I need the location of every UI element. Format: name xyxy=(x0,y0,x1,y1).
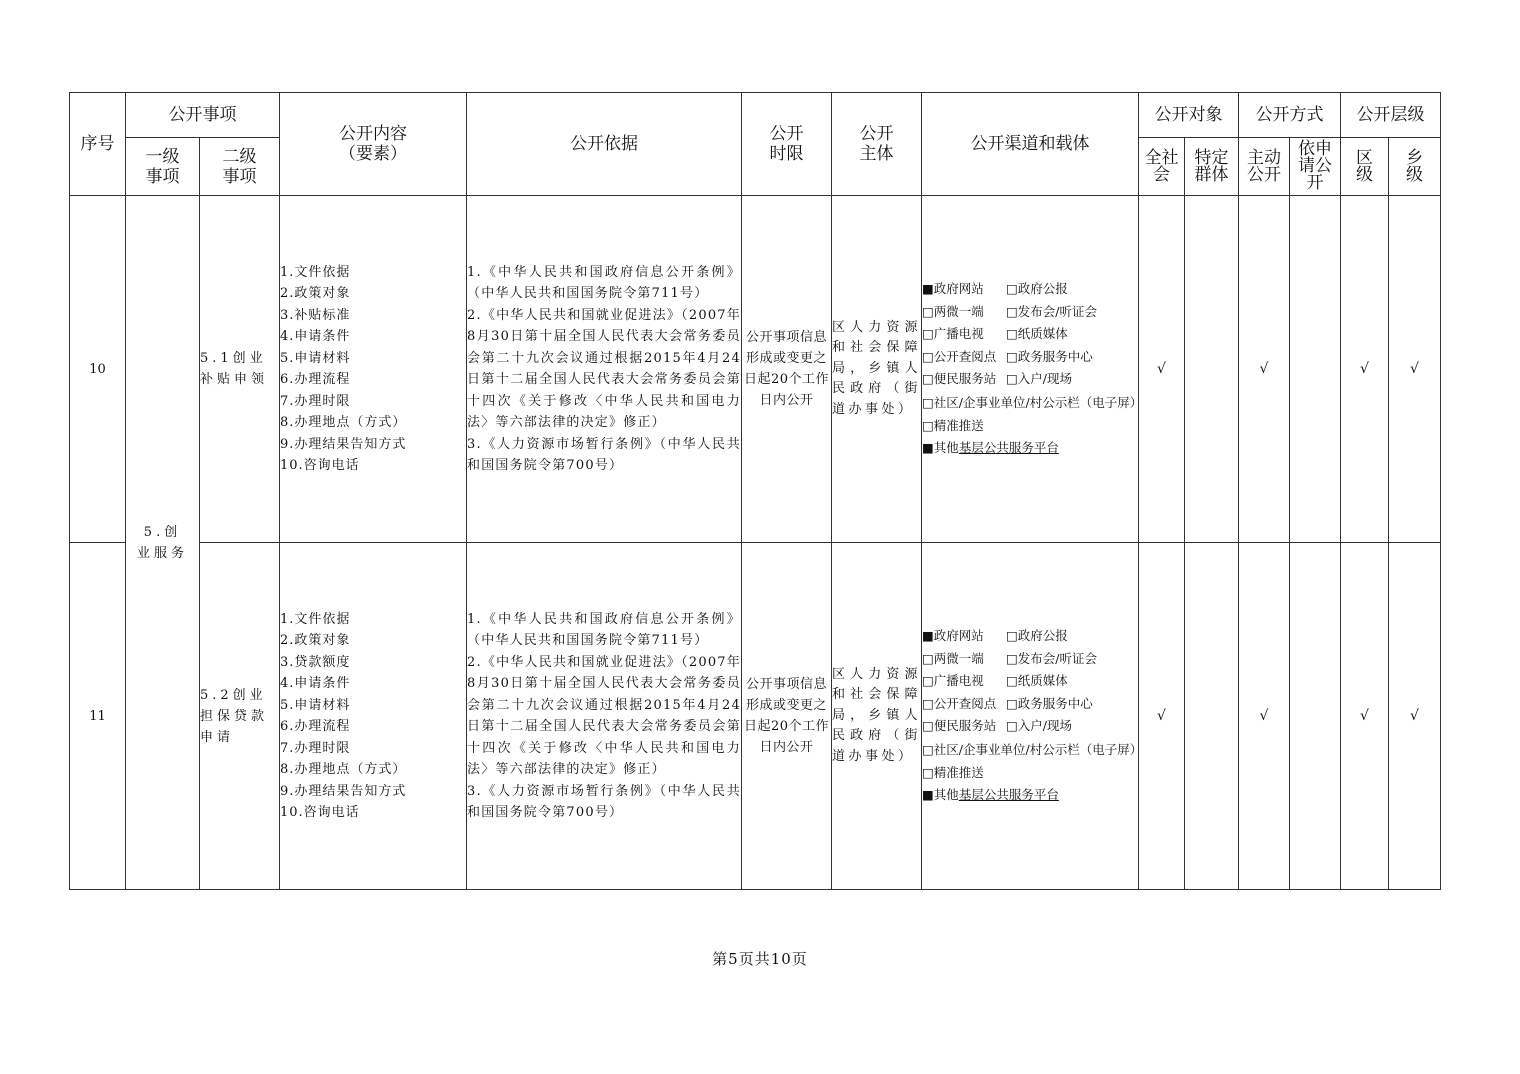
basis-cell xyxy=(467,196,742,543)
channel-option: □纸质媒体 xyxy=(1006,673,1068,689)
row-seq: 10 xyxy=(70,196,126,543)
header-seq: 序号 xyxy=(70,93,126,196)
list-item: 1.文件依据 xyxy=(280,264,351,280)
audience-specific-check xyxy=(1185,196,1239,543)
list-item: 5.申请材料 xyxy=(280,350,351,366)
channel-option-other: ■其他基层公共服务平台 xyxy=(922,787,1059,803)
header-content-sub: （要素） xyxy=(339,144,407,164)
item-level2: 5.1创业补贴申领 xyxy=(200,196,280,543)
channels-cell xyxy=(922,543,1143,890)
list-item: 2.政策对象 xyxy=(280,286,351,301)
channel-other-platform: 基层公共服务平台 xyxy=(958,787,1059,803)
level-district-check: √ xyxy=(1341,196,1389,543)
basis-item: 3.《人力资源市场暂行条例》（中华人民共和国国务院令第700号） xyxy=(467,783,741,820)
channel-option: □公开查阅点 xyxy=(922,348,997,364)
list-item: 5.申请材料 xyxy=(280,697,351,713)
time-limit: 公开事项信息形成或变更之日起20个工作日内公开 xyxy=(742,543,832,890)
header-item-level1: 一级事项 xyxy=(126,138,200,196)
list-item: 7.办理时限 xyxy=(280,393,351,409)
channel-option: □社区/企事业单位/村公示栏（电子屏） xyxy=(922,394,1143,410)
header-item-level2: 二级事项 xyxy=(200,138,280,196)
header-audience: 公开对象 xyxy=(1139,93,1239,138)
item-level2: 5.2创业担保贷款申请 xyxy=(200,543,280,890)
channel-other-platform: 基层公共服务平台 xyxy=(958,440,1059,456)
header-basis: 公开依据 xyxy=(467,93,742,196)
header-subject: 公开主体 xyxy=(832,93,922,196)
header-items: 公开事项 xyxy=(126,93,280,138)
content-list xyxy=(280,609,466,824)
method-active-check: √ xyxy=(1239,196,1290,543)
audience-specific-check xyxy=(1185,543,1239,890)
channel-option: □广播电视 xyxy=(922,673,984,689)
channel-option: □发布会/听证会 xyxy=(1006,650,1098,666)
table-row xyxy=(70,543,1441,890)
list-item: 10.咨询电话 xyxy=(280,805,360,820)
channel-option: □政务服务中心 xyxy=(1006,348,1093,364)
header-level-township: 乡级 xyxy=(1389,138,1441,196)
channel-option: □政务服务中心 xyxy=(1006,695,1093,711)
channel-option: □两微一端 xyxy=(922,303,984,319)
header-audience-all: 全社会 xyxy=(1139,138,1185,196)
basis-item: 1.《中华人民共和国政府信息公开条例》（中华人民共和国国务院令第711号） xyxy=(467,611,741,648)
channel-option: □两微一端 xyxy=(922,650,984,666)
time-limit: 公开事项信息形成或变更之日起20个工作日内公开 xyxy=(742,196,832,543)
channel-option: □便民服务站 xyxy=(922,371,997,387)
header-level: 公开层级 xyxy=(1341,93,1441,138)
method-request-check xyxy=(1290,196,1341,543)
list-item: 3.补贴标准 xyxy=(280,307,351,323)
channel-option: □入户/现场 xyxy=(1006,371,1073,387)
item-level1: 5.创业服务 xyxy=(126,196,200,890)
list-item: 3.贷款额度 xyxy=(280,654,351,670)
channels-cell xyxy=(922,196,1143,543)
header-method: 公开方式 xyxy=(1239,93,1341,138)
audience-all-check: √ xyxy=(1139,543,1185,890)
channel-option: □发布会/听证会 xyxy=(1006,303,1098,319)
row-seq: 11 xyxy=(70,543,126,890)
channel-option: ■政府网站 xyxy=(922,627,984,643)
header-channels: 公开渠道和载体 xyxy=(922,93,1139,196)
table-row xyxy=(70,196,1441,543)
level-district-check: √ xyxy=(1341,543,1389,890)
basis-item: 2.《中华人民共和国就业促进法》（2007年8月30日第十届全国人民代表大会常务委员会第二十九次会议通过根据2015年4月24日第十二届全国人民代表大会常务委员会第十四次《关于修改〈中华人民共和国电力法〉等六部法律的决定》修正） xyxy=(467,307,741,430)
channel-option-other: ■其他基层公共服务平台 xyxy=(922,440,1059,456)
list-item: 6.办理流程 xyxy=(280,372,351,387)
channel-option: □便民服务站 xyxy=(922,718,997,734)
channel-option: □公开查阅点 xyxy=(922,695,997,711)
audience-all-check: √ xyxy=(1139,196,1185,543)
channel-option: □纸质媒体 xyxy=(1006,326,1068,342)
list-item: 4.申请条件 xyxy=(280,676,351,691)
channel-option: □精准推送 xyxy=(922,417,984,433)
list-item: 7.办理时限 xyxy=(280,740,351,756)
list-item: 9.办理结果告知方式 xyxy=(280,436,407,452)
channel-option: □政府公报 xyxy=(1006,280,1068,296)
page-footer: 第5页共10页 xyxy=(712,950,808,968)
channel-option: □政府公报 xyxy=(1006,627,1068,643)
list-item: 6.办理流程 xyxy=(280,719,351,734)
list-item: 1.文件依据 xyxy=(280,611,351,627)
list-item: 10.咨询电话 xyxy=(280,458,360,473)
table-header xyxy=(70,93,1441,196)
subject: 区人力资源和社会保障局，乡镇人民政府（街道办事处） xyxy=(832,196,922,543)
header-level-district: 区级 xyxy=(1341,138,1389,196)
header-method-active: 主动公开 xyxy=(1239,138,1290,196)
content-cell xyxy=(280,196,467,543)
list-item: 9.办理结果告知方式 xyxy=(280,783,407,799)
disclosure-table xyxy=(69,92,1441,890)
channel-option: □广播电视 xyxy=(922,326,984,342)
basis-item: 1.《中华人民共和国政府信息公开条例》（中华人民共和国国务院令第711号） xyxy=(467,264,741,301)
channel-option: □精准推送 xyxy=(922,764,984,780)
list-item: 8.办理地点（方式） xyxy=(280,415,407,430)
header-content xyxy=(280,93,467,196)
header-audience-specific: 特定群体 xyxy=(1185,138,1239,196)
channel-option: □入户/现场 xyxy=(1006,718,1073,734)
level-township-check: √ xyxy=(1389,543,1441,890)
header-method-request: 依申请公开 xyxy=(1290,138,1341,196)
channel-option: □社区/企事业单位/村公示栏（电子屏） xyxy=(922,741,1143,757)
channel-option: ■政府网站 xyxy=(922,280,984,296)
content-cell xyxy=(280,543,467,890)
method-request-check xyxy=(1290,543,1341,890)
list-item: 8.办理地点（方式） xyxy=(280,762,407,777)
list-item: 2.政策对象 xyxy=(280,633,351,648)
method-active-check: √ xyxy=(1239,543,1290,890)
basis-item: 2.《中华人民共和国就业促进法》（2007年8月30日第十届全国人民代表大会常务委员会第二十九次会议通过根据2015年4月24日第十二届全国人民代表大会常务委员会第十四次《关于修改〈中华人民共和国电力法〉等六部法律的决定》修正） xyxy=(467,654,741,777)
content-list xyxy=(280,262,466,477)
basis-cell xyxy=(467,543,742,890)
subject: 区人力资源和社会保障局，乡镇人民政府（街道办事处） xyxy=(832,543,922,890)
list-item: 4.申请条件 xyxy=(280,329,351,344)
header-time-limit: 公开时限 xyxy=(742,93,832,196)
header-content-title: 公开内容 xyxy=(339,124,407,144)
basis-item: 3.《人力资源市场暂行条例》（中华人民共和国国务院令第700号） xyxy=(467,436,741,473)
level-township-check: √ xyxy=(1389,196,1441,543)
